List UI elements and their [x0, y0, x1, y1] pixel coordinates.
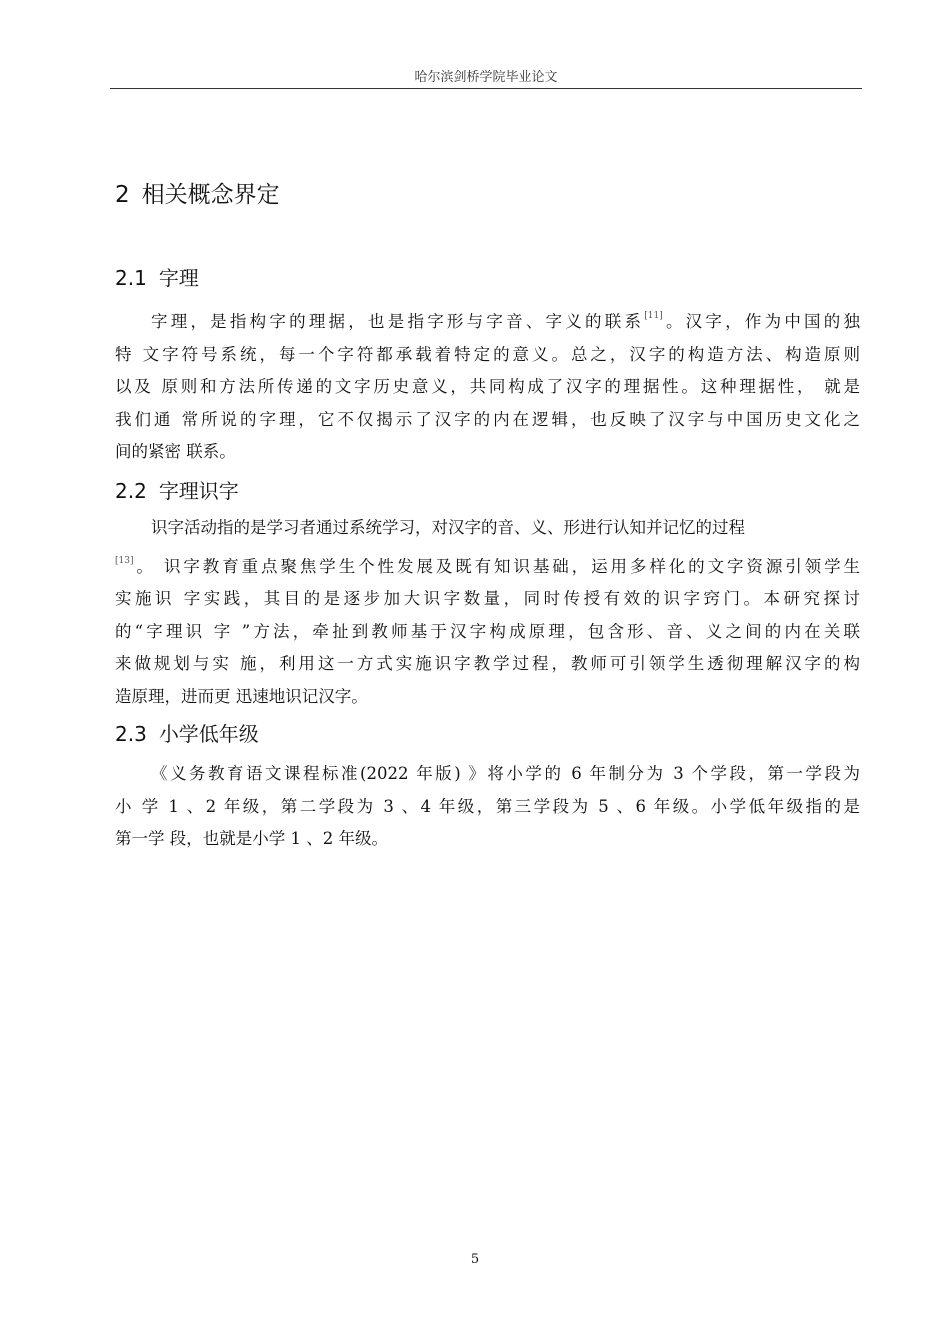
- paragraph-line: 识字活动指的是学习者通过系统学习，对汉字的音、义、形进行认知并记忆的过程: [151, 518, 745, 537]
- paragraph-line: 我们通 常所说的字理，它不仅揭示了汉字的内在逻辑，也反映了汉字与中国历史文化之: [115, 409, 860, 429]
- paragraph-line: 来做规划与实 施，利用这一方式实施识字教学过程，教师可引领学生透彻理解汉字的构: [115, 654, 860, 673]
- chapter-number: 2: [115, 182, 130, 208]
- paragraph-line: 造原理，进而更 迅速地识记汉字。: [115, 686, 368, 706]
- text-run: 。汉字，作为中国的独: [662, 312, 861, 331]
- header-divider: [110, 88, 862, 89]
- section-2-1-paragraph: [115, 300, 860, 469]
- text-run: 。 识字教育重点聚焦学生个性发展及既有知识基础，运用多样化的文字资源引领学生: [133, 556, 860, 576]
- paragraph-line: 实施识 字实践，其目的是逐步加大识字数量，同时传授有效的识字窍门。本研究探讨: [115, 589, 860, 608]
- paragraph-line: 《义务教育语文课程标准(2022 年版) 》将小学的 6 年制分为 3 个学段，第一学段为: [151, 764, 860, 783]
- section-heading-2-2: [115, 475, 239, 504]
- page-number: 5: [470, 1252, 480, 1267]
- section-2-2-paragraph: [115, 512, 860, 713]
- section-number: 2.1: [115, 266, 147, 290]
- section-number: 2.2: [115, 479, 147, 503]
- section-title: 字理识字: [158, 479, 239, 503]
- section-number: 2.3: [115, 722, 147, 746]
- chapter-title: 相关概念界定: [141, 182, 280, 208]
- section-title: 字理: [158, 266, 199, 290]
- section-2-3-paragraph: [115, 758, 860, 856]
- section-heading-2-1: [115, 262, 199, 291]
- section-heading-2-3: [115, 718, 259, 747]
- citation-11: [11]: [644, 311, 663, 321]
- citation-13: [13]: [115, 555, 134, 566]
- chapter-heading: [115, 176, 280, 209]
- section-title: 小学低年级: [158, 722, 259, 746]
- paragraph-line: 小 学 1 、2 年级，第二学段为 3 、4 年级，第三学段为 5 、6 年级。小学低年级指的是: [115, 796, 860, 816]
- paragraph-line: 第一学 段，也就是小学 1 、2 年级。: [115, 829, 388, 848]
- running-header: 哈尔滨剑桥学院毕业论文: [414, 70, 558, 85]
- paragraph-line: [115, 545, 860, 584]
- paragraph-line: 以及 原则和方法所传递的文字历史意义，共同构成了汉字的理据性。这种理据性， 就是: [115, 377, 860, 396]
- paragraph-line: 间的紧密 联系。: [115, 442, 236, 461]
- paragraph-line: 特 文字符号系统，每一个字符都承载着特定的意义。总之，汉字的构造方法、构造原则: [115, 344, 860, 364]
- text-run: 字理，是指构字的理据，也是指字形与字音、字义的联系: [151, 312, 645, 331]
- paragraph-line: [115, 300, 860, 339]
- paragraph-line: 的“字理识 字 ”方法，牵扯到教师基于汉字构成原理，包含形、音、义之间的内在关联: [115, 621, 860, 641]
